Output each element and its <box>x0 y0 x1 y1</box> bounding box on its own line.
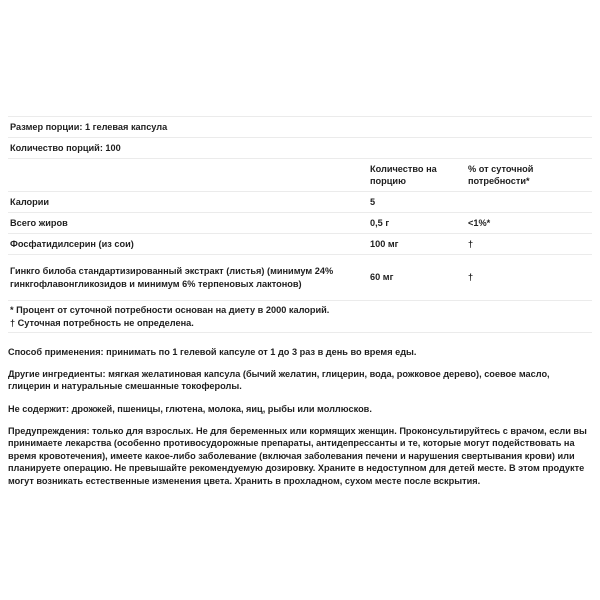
servings-per-container-row <box>8 137 592 158</box>
serving-size-row <box>8 116 592 137</box>
footnote-not-established: † Суточная потребность не определена. <box>10 317 194 328</box>
nutrient-name: Гинкго билоба стандартизированный экстракт (листья) (минимум 24% гинкгофлавонгликозидов и минимум 6% терпеновых лактонов) <box>10 266 334 289</box>
nutrient-daily-value: <1%* <box>468 217 491 228</box>
header-daily-value: % от суточной потребности* <box>468 163 534 186</box>
nutrient-amount: 100 мг <box>370 238 399 249</box>
nutrient-amount: 0,5 г <box>370 217 390 228</box>
servings-per-container: Количество порций: 100 <box>10 143 121 153</box>
nutrient-daily-value: † <box>468 272 474 283</box>
nutrient-name: Фосфатидилсерин (из сои) <box>10 238 134 249</box>
table-row <box>8 191 592 212</box>
header-amount-per-serving: Количество на порцию <box>370 163 437 186</box>
nutrient-name: Всего жиров <box>10 217 68 228</box>
directions-text: Способ применения: принимать по 1 гелевой капсуле от 1 до 3 раз в день во время еды. <box>8 347 417 357</box>
footnote-daily-value: * Процент от суточной потребности основан на диету в 2000 калорий. <box>10 304 330 315</box>
serving-size: Размер порции: 1 гелевая капсула <box>10 122 168 132</box>
table-row <box>8 233 592 254</box>
nutrient-amount: 5 <box>370 196 376 207</box>
nutrient-daily-value: † <box>468 238 474 249</box>
nutrient-amount: 60 мг <box>370 272 394 283</box>
table-row <box>8 254 592 300</box>
free-of-text: Не содержит: дрожжей, пшеницы, глютена, молока, яиц, рыбы или моллюсков. <box>8 404 372 414</box>
other-ingredients-text: Другие ингредиенты: мягкая желатиновая капсула (бычий желатин, глицерин, вода, рожковое дерево), соевое масло, глицерин и натуральные смешанные токоферолы. <box>8 369 550 392</box>
supplement-facts-table <box>8 116 592 333</box>
table-header-row <box>8 158 592 191</box>
table-row <box>8 212 592 233</box>
footnotes-row <box>8 300 592 333</box>
warnings-text: Предупреждения: только для взрослых. Не для беременных или кормящих женщин. Проконсультируйтесь с врачом, если вы принимаете лекарства (особенно противосудорожные препараты, антидепрессанты и те, которые могут подействовать на время кровотечения), имеете какое-либо заболевание (включая заболевания печени и нарушения свертывания крови) или планируете операцию. Не превышайте рекомендуемую дозировку. Храните в недоступном для детей месте. В этом продукте могут возникать естественные изменения цвета. Хранить в прохладном, сухом месте после вскрытия. <box>8 426 587 486</box>
nutrient-name: Калории <box>10 196 50 207</box>
